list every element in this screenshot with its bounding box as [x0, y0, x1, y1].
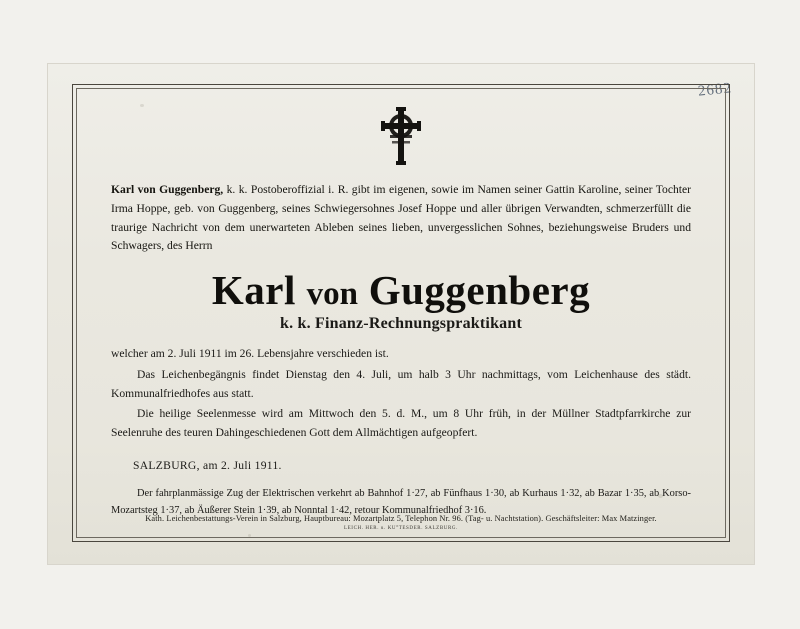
deceased-last-name: Guggenberg — [368, 267, 591, 314]
notice-content — [73, 85, 729, 541]
notice-frame — [72, 84, 730, 542]
deceased-name-particle: von — [306, 276, 358, 313]
funeral-paragraph: Das Leichenbegängnis findet Dienstag den 4. Juli, um halb 3 Uhr nachmittags, vom Leichenhause des städt. Kommunalfriedhofes aus statt. — [111, 367, 691, 400]
tram-schedule-paragraph: Der fahrplanmässige Zug der Elektrischen verkehrt ab Bahnhof 1·27, ab Fünfhaus 1·30, ab Kurhaus 1·32, ab Bazar 1·35, ab Korso-Mozartsteg 1·37, ab Äußerer Stein 1·39, ab Nonntal 1·42, retour Kommunalfriedhof 3·16. — [111, 488, 691, 516]
informant-name: Karl von Guggenberg, — [111, 183, 224, 196]
death-date-line: welcher am 2. Juli 1911 im 26. Lebensjahre verschieden ist. — [111, 347, 389, 361]
intro-paragraph — [111, 181, 691, 256]
cross-icon — [374, 105, 428, 167]
paper-surface — [48, 64, 754, 564]
deceased-title: k. k. Finanz-Rechnungspraktikant — [279, 315, 523, 333]
cross-ornament — [111, 105, 691, 167]
archive-number: 2682 — [697, 80, 733, 100]
deceased-first-name: Karl — [211, 267, 296, 314]
intro-text: k. k. Postoberoffizial i. R. gibt im eigenen, sowie im Namen seiner Gattin Karoline, seiner Tochter Irma Hoppe, geb. von Guggenberg, seines Schwiegersohnes Josef Hoppe und aller übrigen Verwandten, schmerzerfüllt die traurige Nachricht von dem unerwarteten Ableben seines lieben, unvergesslichen Sohnes, beziehungsweise Bruders und Schwagers, des Herrn — [111, 183, 691, 253]
deceased-name — [111, 267, 691, 314]
place-and-date: SALZBURG, am 2. Juli 1911. — [133, 459, 282, 473]
undertaker-line: Kath. Leichenbestattungs-Verein in Salzburg, Hauptbureau: Mozartplatz 5, Telephon Nr. 96. (Tag- u. Nachtstation). Geschäftsleiter: Max Matzinger. — [145, 514, 657, 523]
mass-paragraph: Die heilige Seelenmesse wird am Mittwoch den 5. d. M., um 8 Uhr früh, in der Müllner Stadtpfarrkirche zur Seelenruhe des teuren Dahingeschiedenen Gott dem Allmächtigen aufgeopfert. — [111, 407, 691, 440]
footer-block — [73, 514, 729, 531]
printer-line: LEICH. HER. u. KU°TESDER. SALZBURG. — [344, 526, 458, 531]
death-notice-paper — [48, 64, 754, 564]
